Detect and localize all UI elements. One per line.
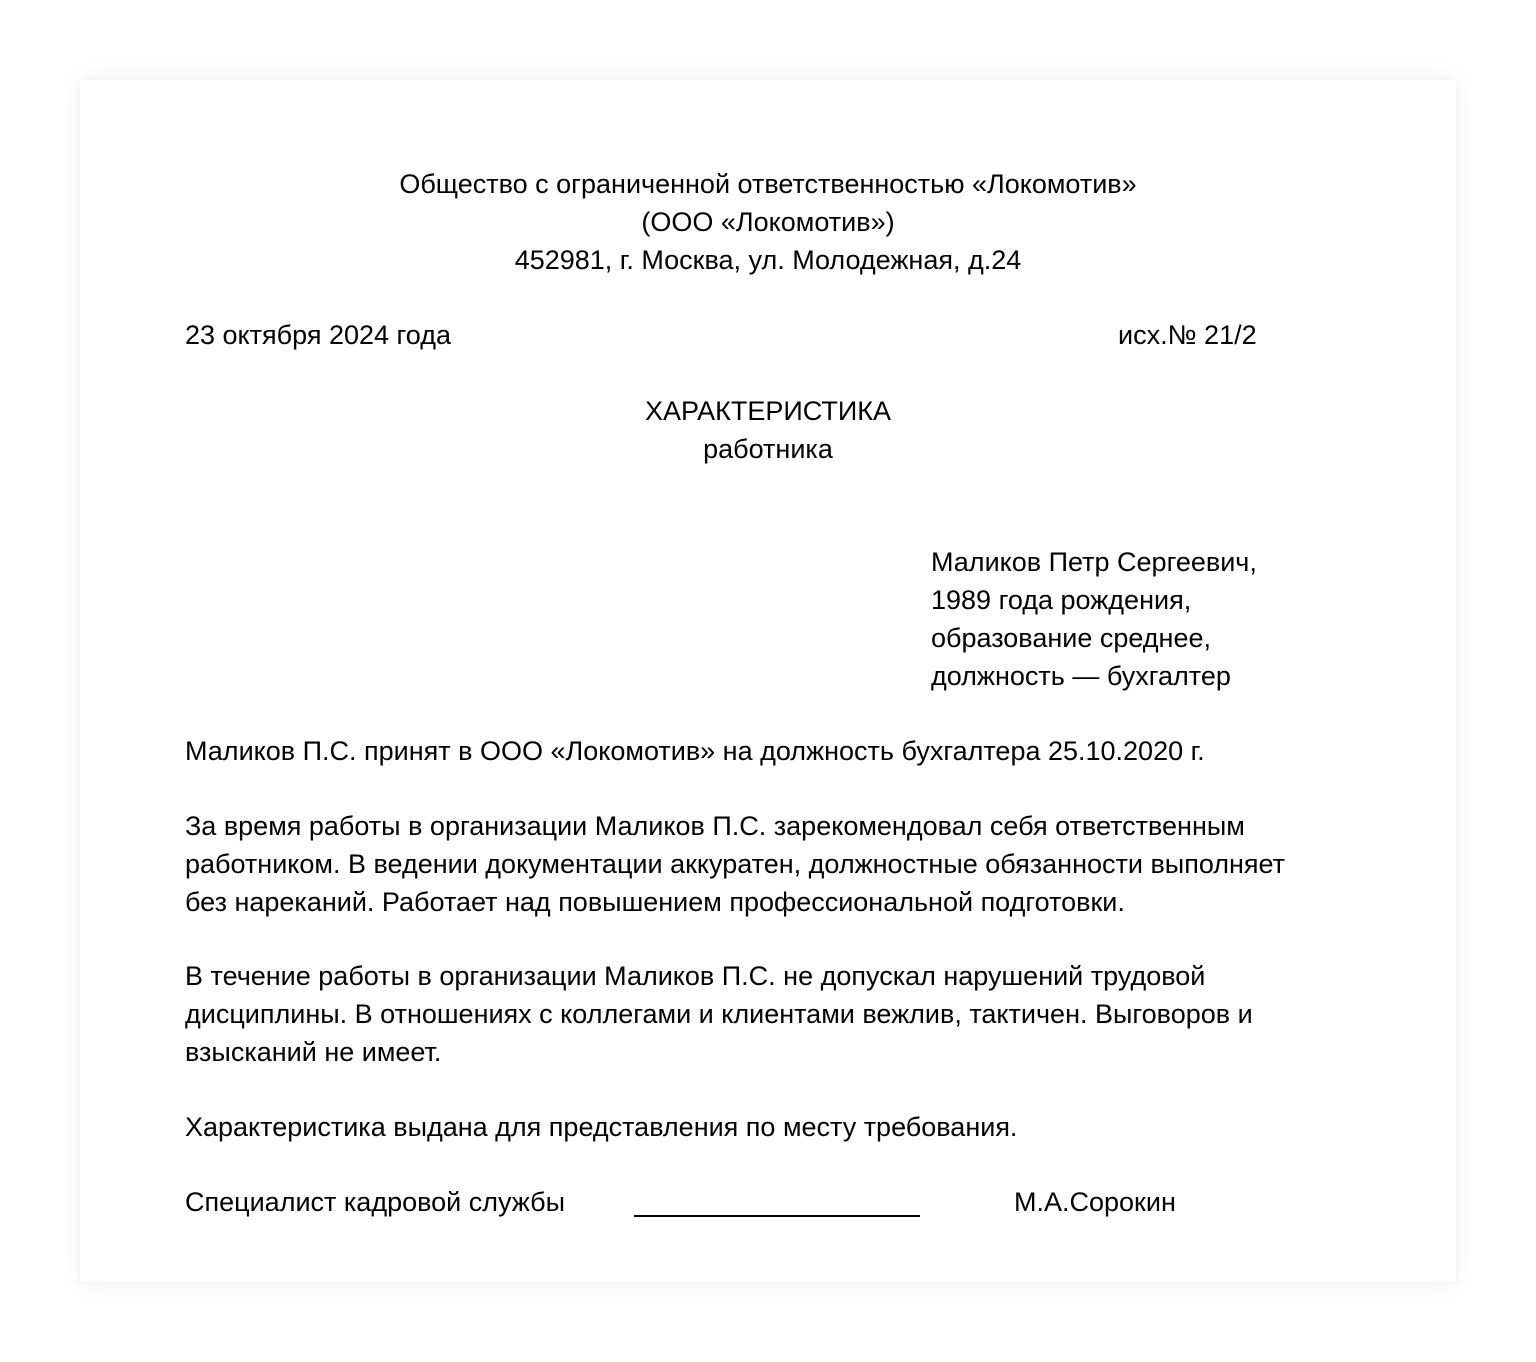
signatory-name: М.А.Сорокин <box>1014 1187 1176 1217</box>
organization-address: 452981, г. Москва, ул. Молодежная, д.24 <box>514 245 1022 275</box>
document-title <box>80 392 1456 468</box>
paragraph-hiring <box>185 732 1365 770</box>
paragraph-line: дисциплины. В отношениях с коллегами и клиентами вежлив, тактичен. Выговоров и <box>185 999 1253 1029</box>
paragraph-line: Маликов П.С. принят в ООО «Локомотив» на должность бухгалтера 25.10.2020 г. <box>185 736 1205 766</box>
paragraph-line: За время работы в организации Маликов П.С. зарекомендовал себя ответственным <box>185 811 1245 841</box>
organization-full-name: Общество с ограниченной ответственностью «Локомотив» <box>399 169 1137 199</box>
document-title-sub: работника <box>703 434 833 464</box>
paragraph-performance <box>185 807 1365 921</box>
paragraph-line: без нареканий. Работает над повышением профессиональной подготовки. <box>185 887 1125 917</box>
organization-header <box>80 165 1456 279</box>
paragraph-discipline <box>185 957 1365 1071</box>
paragraph-line: В течение работы в организации Маликов П.С. не допускал нарушений трудовой <box>185 961 1206 991</box>
document-page <box>80 80 1456 1282</box>
paragraph-line: взысканий не имеет. <box>185 1037 442 1067</box>
organization-short-name: (ООО «Локомотив») <box>641 207 895 237</box>
paragraph-line: работником. В ведении документации аккуратен, должностные обязанности выполняет <box>185 849 1286 879</box>
document-date: 23 октября 2024 года <box>185 320 451 350</box>
signatory-role: Специалист кадровой службы <box>185 1187 566 1217</box>
employee-education: образование среднее, <box>931 623 1212 653</box>
signature-line <box>634 1215 920 1217</box>
paragraph-line: Характеристика выдана для представления по месту требования. <box>185 1112 1018 1142</box>
employee-position: должность — бухгалтер <box>931 661 1231 691</box>
paragraph-purpose <box>185 1108 1365 1146</box>
employee-name: Маликов Петр Сергеевич, <box>931 547 1257 577</box>
employee-info <box>931 543 1257 695</box>
employee-birth-year: 1989 года рождения, <box>931 585 1192 615</box>
document-reference-number: исх.№ 21/2 <box>1118 320 1257 350</box>
document-title-main: ХАРАКТЕРИСТИКА <box>644 396 892 426</box>
